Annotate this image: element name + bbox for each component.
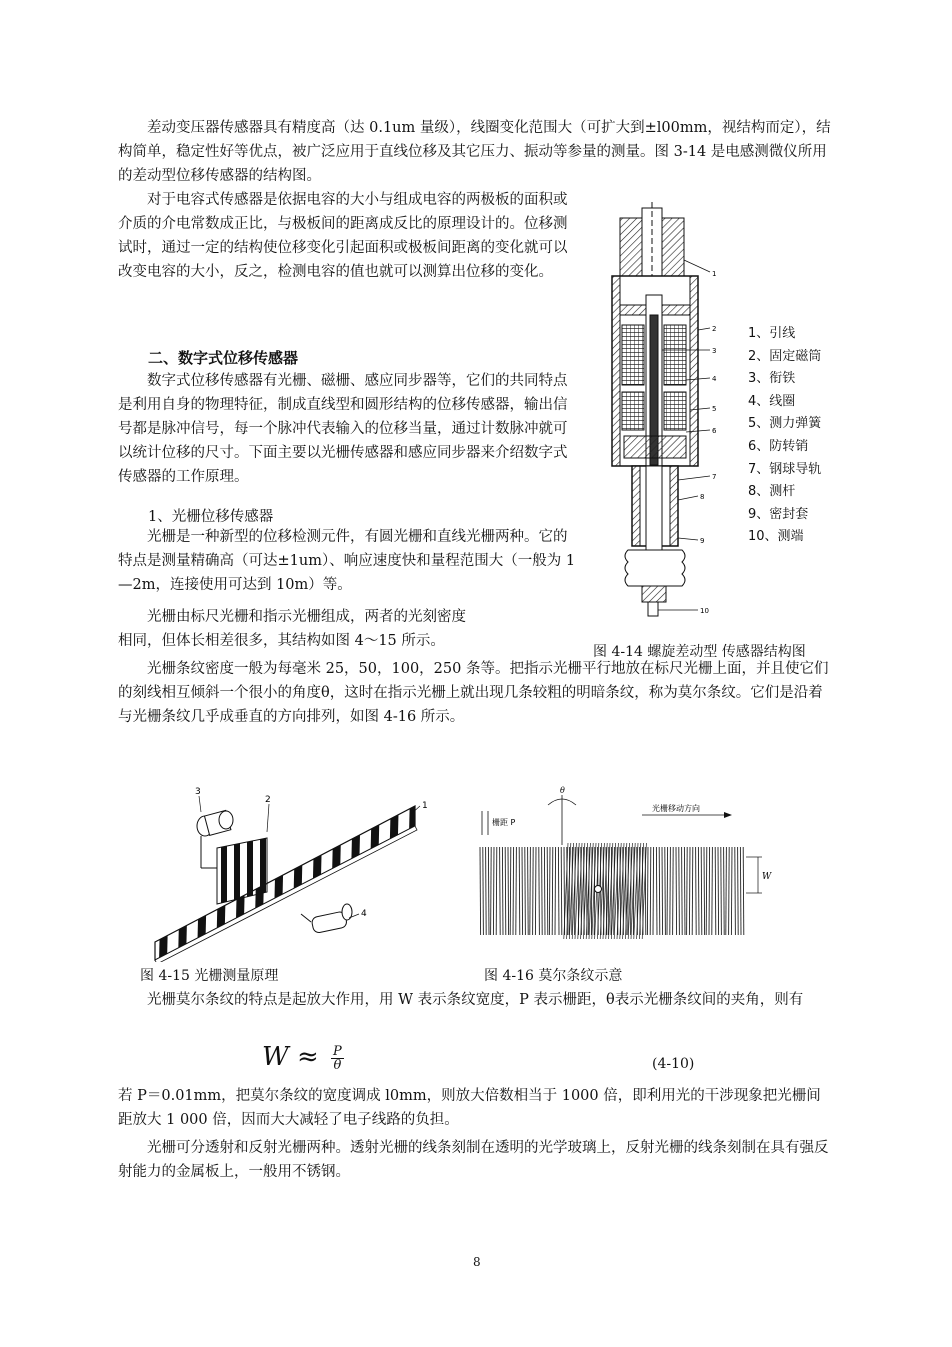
formula-lhs: W ≈	[262, 1042, 319, 1072]
fig15-callout-1: 1	[422, 801, 428, 811]
legend-item: 7、钢球导轨	[748, 461, 822, 477]
callout-2: 2	[712, 325, 717, 333]
pitch-label: 栅距 P	[492, 818, 516, 827]
figure-4-16-drawing	[462, 785, 782, 955]
paragraph-5: 光栅由标尺光栅和指示光栅组成，两者的光刻密度相同，但体长相差很多，其结构如图 4～15 所示。	[118, 609, 466, 649]
callout-3: 3	[712, 347, 717, 355]
paragraph-6-text: 光栅条纹密度一般为每毫米 25，50，100，250 条等。把指示光栅平行地放在标尺光栅上面，并且使它们的刻线相互倾斜一个很小的角度θ，这时在指示光栅上就出现几条较粗的明暗条纹，称为莫尔条纹。它们是沿着与光栅条纹几乎成垂直的方向排列，如图 4-16 所示。	[118, 661, 829, 725]
section-heading: 二、数字式位移传感器	[148, 349, 299, 367]
legend-item: 3、衔铁	[748, 371, 796, 387]
angle-label: θ	[560, 786, 565, 795]
equation-number: (4-10)	[652, 1056, 695, 1072]
fig15-callout-3: 3	[195, 787, 201, 797]
callout-7: 7	[712, 473, 717, 481]
figure-4-14-drawing	[598, 200, 738, 620]
figure-4-15-caption: 图 4-15 光栅测量原理	[140, 968, 279, 984]
subsection-heading: 1、光栅位移传感器	[148, 509, 274, 525]
paragraph-3: 数字式位移传感器有光栅、磁栅、感应同步器等，它们的共同特点是利用自身的物理特征，制成直线型和圆形结构的位移传感器，输出信号都是脉冲信号，每一个脉冲代表输入的位移当量，通过计数脉冲就可以统计位移的尺寸。下面主要以光栅传感器和感应同步器来介绍数字式传感器的工作原理。	[118, 373, 568, 485]
paragraph-4: 光栅是一种新型的位移检测元件，有圆光栅和直线光栅两种。它的特点是测量精确高（可达±1um）、响应速度快和量程范围大（一般为 1—2m，连接使用可达到 10m）等。	[118, 529, 576, 593]
paragraph-6	[118, 657, 834, 729]
callout-4: 4	[712, 375, 717, 383]
callout-6: 6	[712, 427, 717, 435]
paragraph-8: 若 P＝0.01mm，把莫尔条纹的宽度调成 l0mm，则放大倍数相当于 1000 倍，即利用光的干涉现象把光栅间距放大 1 000 倍，因而大大减轻了电子线路的负担。	[118, 1088, 821, 1128]
formula	[262, 1042, 344, 1072]
fig15-callout-4: 4	[361, 909, 367, 919]
paragraph-9: 光栅可分透射和反射光栅两种。透射光栅的线条刻制在透明的光学玻璃上，反射光栅的线条刻制在具有强反射能力的金属板上，一般用不锈钢。	[118, 1140, 829, 1180]
callout-5: 5	[712, 405, 717, 413]
legend-item: 6、防转销	[748, 438, 809, 454]
legend-item: 2、固定磁筒	[748, 348, 822, 364]
paragraph-2: 对于电容式传感器是依据电容的大小与组成电容的两极板的面积或介质的介电常数成正比，与极板间的距离成反比的原理设计的。位移测试时，通过一定的结构使位移变化引起面积或极板间距离的变化就可以改变电容的大小，反之，检测电容的值也就可以测算出位移的变化。	[118, 192, 568, 280]
paragraph-1: 差动变压器传感器具有精度高（达 0.1um 量级），线圈变化范围大（可扩大到±l00mm，视结构而定），结构简单，稳定性好等优点，被广泛应用于直线位移及其它压力、振动等参量的测量。图 3-14 是电感测微仪所用的差动型位移传感器的结构图。	[118, 120, 831, 184]
formula-denominator: θ	[333, 1057, 342, 1073]
legend-item: 5、测力弹簧	[748, 416, 822, 432]
figure-4-16-caption: 图 4-16 莫尔条纹示意	[484, 968, 623, 984]
legend-item: 4、线圈	[748, 393, 796, 409]
figure-4-14-caption: 图 4-14 螺旋差动型 传感器结构图	[593, 644, 806, 660]
legend-item: 1、引线	[748, 326, 796, 341]
legend-item: 8、测杆	[748, 484, 796, 500]
figure-4-14-legend	[748, 323, 821, 549]
callout-9: 9	[700, 537, 705, 545]
page-number: 8	[473, 1255, 481, 1269]
callout-8: 8	[700, 493, 705, 501]
callout-10: 10	[700, 607, 709, 615]
fig15-callout-2: 2	[265, 795, 271, 805]
callout-1: 1	[712, 270, 717, 278]
width-label: W	[762, 872, 772, 882]
legend-item: 10、测端	[748, 529, 804, 545]
paragraph-7: 光栅莫尔条纹的特点是起放大作用，用 W 表示条纹宽度，P 表示栅距，θ表示光栅条纹间的夹角，则有	[147, 992, 804, 1008]
legend-item: 9、密封套	[748, 506, 809, 522]
figure-4-15-drawing	[135, 782, 435, 962]
formula-fraction	[331, 1045, 344, 1072]
formula-numerator: P	[333, 1043, 342, 1059]
direction-label: 光栅移动方向	[652, 804, 700, 813]
